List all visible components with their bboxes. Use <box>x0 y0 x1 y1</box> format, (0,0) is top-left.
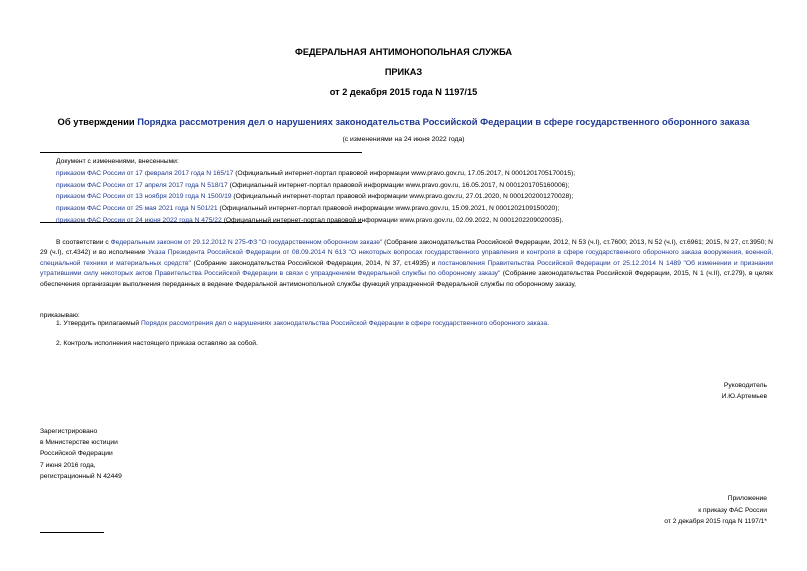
item-text: 1. Утвердить прилагаемый <box>56 320 141 327</box>
change-item <box>56 191 776 203</box>
changes-heading: Документ с изменениями, внесенными: <box>56 158 179 165</box>
doc-type-heading: ПРИКАЗ <box>384 67 423 77</box>
order-item-2: 2. Контроль исполнения настоящего приказа оставляю за собой. <box>56 340 258 347</box>
preamble-text: В соответствии с <box>56 239 111 246</box>
change-link[interactable]: приказом ФАС России от 24 июня 2022 года N 475/22 <box>56 216 222 224</box>
registration-line: Зарегистрировано <box>40 428 98 435</box>
signer-role: Руководитель <box>723 382 767 389</box>
edition-note: (с изменениями на 24 июня 2022 года) <box>342 136 465 143</box>
change-link[interactable]: приказом ФАС России от 25 мая 2021 года N 501/21 <box>56 205 218 213</box>
changes-list <box>56 156 776 227</box>
title-prefix: Об утверждении <box>57 116 138 127</box>
change-source: (Официальный интернет-портал правовой информации www.pravo.gov.ru, 15.09.2021, N 0001202109150020); <box>217 205 560 213</box>
preamble-text: (Собрание законодательства Российской Федерации, 2014, N 37, ст.4935) и <box>190 259 438 267</box>
appendix-block <box>664 493 767 528</box>
registration-line: в Министерстве юстиции <box>40 439 118 447</box>
appendix-line: от 2 декабря 2015 года N 1197/1* <box>664 518 767 526</box>
footnote-divider <box>40 532 104 533</box>
change-source: (Официальный интернет-портал правовой информации www.pravo.gov.ru, 27.01.2020, N 0001202001270028); <box>231 193 574 201</box>
title-order-link[interactable]: Порядка рассмотрения дел о нарушениях законодательства Российской Федерации в сфере государственного оборонного заказа <box>137 116 750 127</box>
registration-line: Российской Федерации <box>40 450 113 458</box>
agency-heading: ФЕДЕРАЛЬНАЯ АНТИМОНОПОЛЬНАЯ СЛУЖБА <box>294 47 512 57</box>
change-link[interactable]: приказом ФАС России от 17 февраля 2017 года N 165/17 <box>56 169 234 177</box>
change-link[interactable]: приказом ФАС России от 13 ноября 2019 года N 1500/19 <box>56 193 232 201</box>
federal-law-link[interactable]: Федеральным законом от 29.12.2012 N 275-ФЗ "О государственном оборонном заказе" <box>110 239 383 246</box>
signer-name: И.Ю.Артемьев <box>721 393 767 400</box>
preamble-text: (Собрание законодательства Российской Федерации, 2012, N 53 (ч.I), ст.7600; 2013, N 52 (ч.I), ст.6961; 2015, N 27, ст.3950; N 29 (ч.I), ст.4342) и во исполнение <box>40 239 774 257</box>
change-source: (Официальный интернет-портал правовой информации www.pravo.gov.ru, 02.09.2022, N 0001202209020035). <box>221 216 564 224</box>
procedure-link[interactable]: Порядок рассмотрения дел о нарушениях законодательства Российской Федерации в сфере государственного оборонного заказа <box>140 320 548 327</box>
item-text: . <box>547 320 550 327</box>
document-title <box>30 116 777 127</box>
change-item <box>56 215 776 227</box>
order-item-1 <box>56 320 549 327</box>
change-source: (Официальный интернет-портал правовой информации www.pravo.gov.ru, 16.05.2017, N 0001201705160006); <box>227 181 570 189</box>
change-link[interactable]: приказом ФАС России от 17 апреля 2017 года N 518/17 <box>56 181 228 189</box>
preamble-text: (Собрание законодательства Российской Федерации, 2015, N 1 (ч.II), ст.279), в целях обеспечения организации выполнения переданных в ведение Федеральной антимонопольной службы функций упраздненной Федеральной службы по оборонному заказу, <box>40 270 773 288</box>
appendix-line: к приказу ФАС России <box>698 506 767 514</box>
change-item <box>56 180 776 192</box>
divider-bottom <box>40 222 362 223</box>
presidential-decree-link[interactable]: Указа Президента Российской Федерации от 08.09.2014 N 613 "О некоторых вопросах государственного управления и контроля в сфере государственного оборонного заказа вооружения, военной, специальной техники и материальных средств" <box>40 249 773 267</box>
registration-block <box>40 426 122 482</box>
signature-block <box>722 380 767 402</box>
order-word: приказываю: <box>40 312 80 319</box>
divider-top <box>40 152 362 153</box>
preamble-paragraph <box>40 238 773 290</box>
change-item <box>56 203 776 215</box>
change-source: (Официальный интернет-портал правовой информации www.pravo.gov.ru, 17.05.2017, N 0001201705170015); <box>233 169 576 177</box>
registration-line: 7 июня 2016 года, <box>40 461 96 469</box>
change-item <box>56 168 776 180</box>
appendix-line: Приложение <box>727 495 767 502</box>
registration-line: регистрационный N 42449 <box>40 472 122 480</box>
government-resolution-link[interactable]: постановления Правительства Российской Федерации от 25.12.2014 N 1489 "Об изменении и признании утратившими силу некоторых актов Правительства Российской Федерации в связи с упразднением Федеральной службы по оборонному заказу" <box>40 259 773 278</box>
doc-date-number: от 2 декабря 2015 года N 1197/15 <box>329 87 478 97</box>
